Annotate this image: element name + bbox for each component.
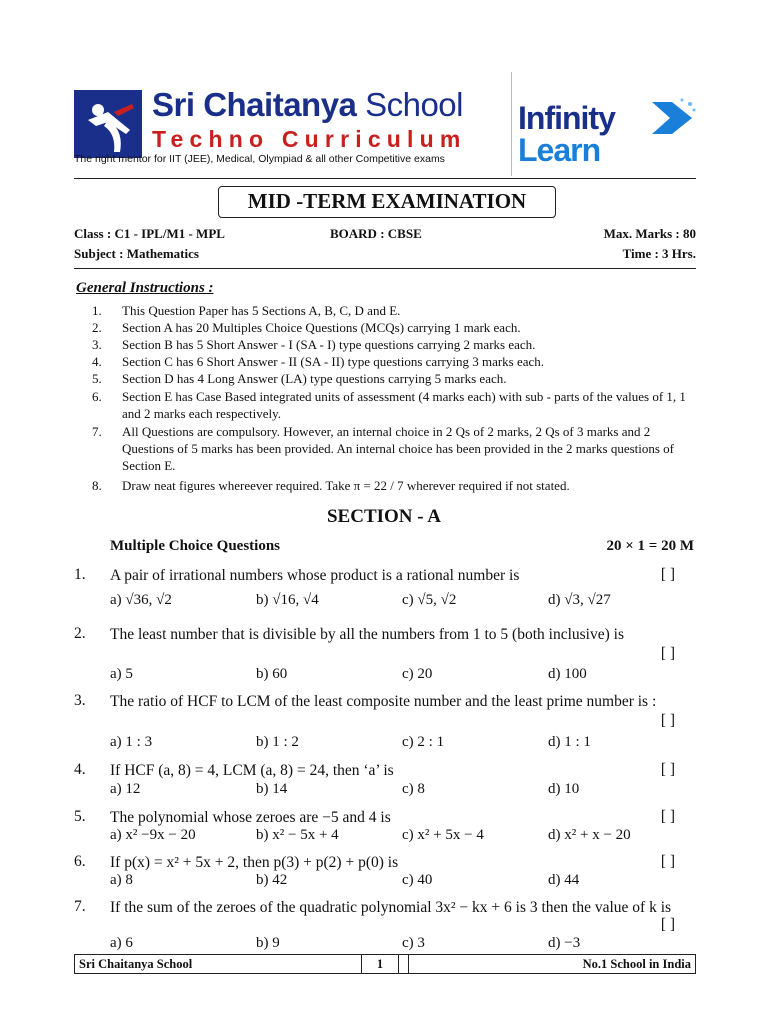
- meta-rule: [74, 268, 696, 269]
- option-a: a) 5: [110, 666, 133, 682]
- option-c: c) x² + 5x − 4: [402, 827, 484, 843]
- subject-info: Subject : Mathematics: [74, 246, 199, 261]
- exam-title: MID -TERM EXAMINATION: [218, 186, 556, 218]
- option-d: d) 100: [548, 666, 587, 682]
- school-header: [74, 72, 696, 176]
- option-b: b) 14: [256, 781, 288, 797]
- option-a: a) 1 : 3: [110, 734, 153, 750]
- option-d: d) √3, √27: [548, 592, 611, 608]
- option-c: c) 3: [402, 935, 425, 951]
- option-a: a) 12: [110, 781, 141, 797]
- option-c: c) 20: [402, 666, 433, 682]
- option-b: b) 9: [256, 935, 280, 951]
- answer-bracket: [ ]: [660, 645, 676, 662]
- option-b: b) 42: [256, 872, 288, 888]
- answer-bracket: [ ]: [660, 916, 676, 933]
- brand-title: Sri Chaitanya School: [152, 86, 463, 123]
- exam-time: Time : 3 Hrs.: [622, 246, 696, 261]
- option-b: b) x² − 5x + 4: [256, 827, 339, 843]
- footer-school: Sri Chaitanya School: [79, 957, 193, 971]
- brand-tagline: The right mentor for IIT (JEE), Medical, Olympiad & all other Competitive exams: [74, 153, 445, 165]
- option-d: d) 10: [548, 781, 580, 797]
- option-b: b) 1 : 2: [256, 734, 299, 750]
- page-number: 1: [361, 955, 399, 973]
- instructions-title: General Instructions :: [76, 280, 214, 296]
- footer-tagline: No.1 School in India: [582, 957, 691, 971]
- answer-bracket: [ ]: [660, 712, 676, 729]
- answer-bracket: [ ]: [660, 808, 676, 825]
- class-info: Class : C1 - IPL/M1 - MPL: [74, 226, 225, 241]
- answer-bracket: [ ]: [660, 853, 676, 870]
- option-a: a) x² −9x − 20: [110, 827, 196, 843]
- option-c: c) 8: [402, 781, 425, 797]
- option-a: a) 6: [110, 935, 133, 951]
- footer-cell: [399, 955, 409, 973]
- option-b: b) √16, √4: [256, 592, 319, 608]
- chevron-right-icon: [646, 98, 698, 138]
- header-divider: [511, 72, 512, 176]
- option-d: d) 1 : 1: [548, 734, 591, 750]
- option-d: d) −3: [548, 935, 581, 951]
- option-d: d) x² + x − 20: [548, 827, 631, 843]
- page-footer: [74, 954, 696, 974]
- option-c: c) 40: [402, 872, 433, 888]
- option-a: a) √36, √2: [110, 592, 172, 608]
- answer-bracket: [ ]: [660, 761, 676, 778]
- answer-bracket: [ ]: [660, 566, 676, 583]
- school-logo-icon: [74, 90, 142, 158]
- header-rule: [74, 178, 696, 179]
- brand-subtitle: Techno Curriculum: [152, 126, 467, 152]
- board-info: BOARD : CBSE: [330, 226, 422, 241]
- section-heading: Multiple Choice Questions: [110, 538, 281, 554]
- infinity-learn-logo: Infinity Learn: [518, 94, 698, 170]
- max-marks: Max. Marks : 80: [603, 226, 696, 241]
- option-d: d) 44: [548, 872, 580, 888]
- option-c: c) 2 : 1: [402, 734, 445, 750]
- option-a: a) 8: [110, 872, 133, 888]
- section-title: SECTION - A: [326, 506, 442, 527]
- option-b: b) 60: [256, 666, 288, 682]
- option-c: c) √5, √2: [402, 592, 457, 608]
- section-marks: 20 × 1 = 20 M: [606, 538, 694, 554]
